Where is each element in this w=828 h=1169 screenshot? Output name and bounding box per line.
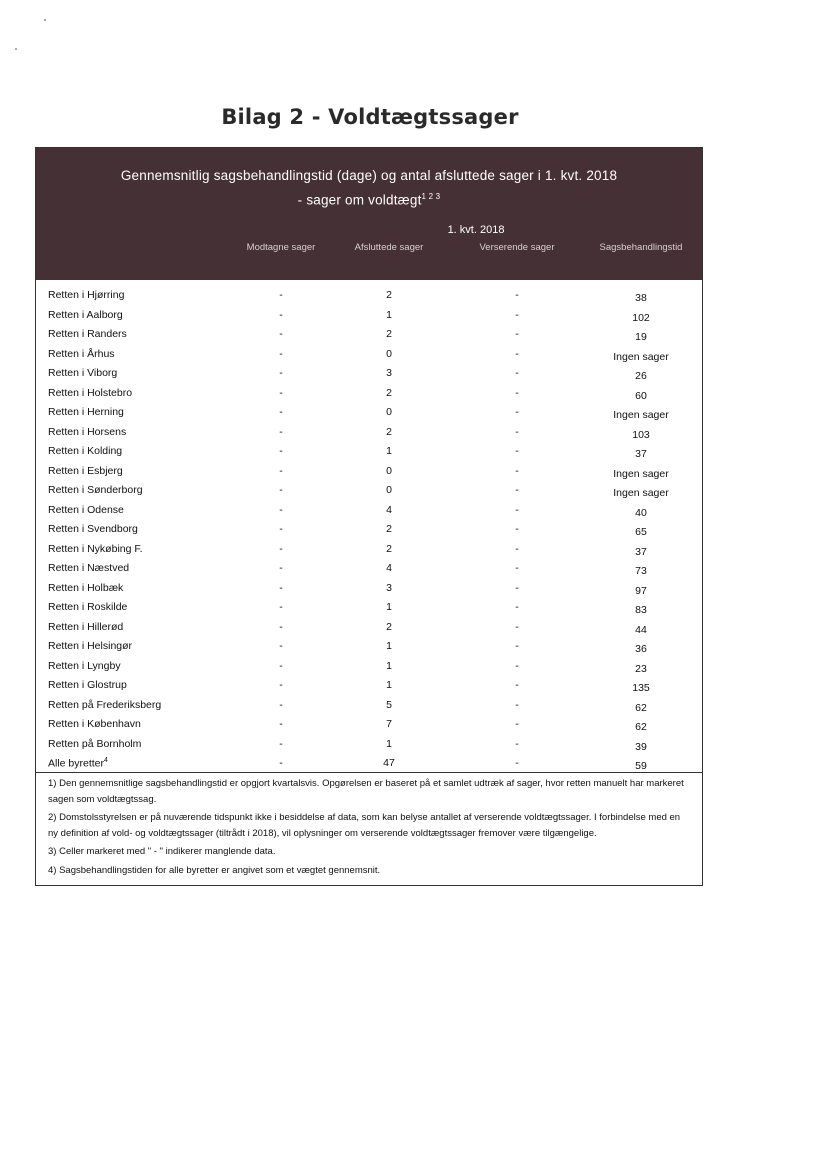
time-cell: 26 [635,370,647,382]
court-name: Retten i Odense [48,503,124,516]
court-name: Retten i Glostrup [48,679,127,691]
time-cell: 37 [635,545,647,558]
table-row [36,403,702,423]
received-cell: - [279,503,283,516]
court-name: Retten i Herning [48,406,124,418]
scan-speck [44,19,46,21]
closed-cell: 1 [386,445,392,457]
time-cell: 103 [632,428,650,441]
total-row-name: Alle byretter [48,757,105,770]
time-cell: 102 [632,311,650,324]
closed-cell: 1 [386,308,392,321]
pending-cell: - [515,562,519,574]
pending-cell: - [515,347,519,360]
court-name: Retten i Horsens [48,425,127,438]
received-cell: - [279,425,283,438]
pending-cell: - [515,679,519,691]
pending-cell: - [515,581,519,594]
time-cell: Ingen sager [613,487,669,499]
closed-cell: 1 [386,737,392,750]
received-cell: - [279,289,283,301]
time-cell: 97 [635,584,647,597]
received-cell: - [279,484,283,496]
court-name: Retten i Esbjerg [48,464,123,477]
time-cell: Ingen sager [613,467,669,480]
court-name: Retten i Viborg [48,367,118,379]
closed-cell: 2 [386,328,392,340]
court-name: Retten i Roskilde [48,601,128,613]
time-cell: 39 [635,740,647,753]
court-name: Retten i Randers [48,328,127,340]
received-cell: - [279,464,283,477]
footnote: 2) Domstolsstyrelsen er på nuværende tidspunkt ikke i besiddelse af data, som kan belyse antallet af verserende voldtægtssager. I forbindelse med en ny definition af vold- og voldtægtssager (tiltrådt i 2018), vil oplysninger om verserende voldtægtssager fremover være tilgængelige. [48,812,681,839]
period-label: 1. kvt. 2018 [447,224,505,236]
table-row [36,598,702,618]
received-cell: - [279,347,283,360]
closed-cell: 1 [386,640,392,652]
column-header-received: Modtagne sager [246,242,316,253]
closed-cell: 4 [386,562,392,574]
court-name: Retten i Århus [48,347,115,360]
closed-cell: 5 [386,698,392,711]
received-cell: - [279,308,283,321]
pending-cell: - [515,659,519,672]
received-cell: - [279,523,283,535]
pending-cell: - [515,367,519,379]
pending-cell: - [515,406,519,418]
closed-cell: 2 [386,289,392,301]
footnote: 4) Sagsbehandlingstiden for alle byretter er angivet som et vægtet gennemsnit. [48,864,381,876]
table-heading-line2: - sager om voldtægt [297,192,422,208]
closed-cell: 2 [386,386,392,399]
pending-cell: - [515,308,519,321]
page-title: Bilag 2 - Voldtægtssager [221,105,519,129]
closed-cell: 0 [386,406,392,418]
closed-cell: 1 [386,659,392,672]
table-row [36,676,702,696]
closed-cell: 3 [386,367,392,379]
time-cell: 83 [635,604,647,616]
table-row [36,696,702,716]
court-name: Retten i Hjørring [48,289,125,301]
closed-cell: 1 [386,679,392,691]
closed-cell: 7 [386,718,392,730]
time-cell: 23 [635,662,647,675]
total-row [36,754,702,773]
column-header-time: Sagsbehandlingstid [599,242,683,253]
time-cell: 37 [635,448,647,460]
time-cell: 38 [635,292,647,304]
time-cell: 44 [635,623,647,636]
table-row [36,286,702,306]
table-row [36,325,702,345]
table-heading [36,165,702,211]
pending-cell: - [515,289,519,301]
footnote: 1) Den gennemsnitlige sagsbehandlingstid er opgjort kvartalsvis. Opgørelsen er baseret på et samlet udtræk af sager, hvor retten manuelt har markeret sagen som voldtægtssag. [48,778,684,805]
table-row [36,364,702,384]
court-name: Retten i Helsingør [48,640,133,652]
closed-cell: 0 [386,347,392,360]
received-cell: - [279,601,283,613]
time-cell: Ingen sager [613,350,669,363]
closed-cell: 4 [386,503,392,516]
pending-cell: - [515,737,519,750]
heading-footnote-refs: 1 2 3 [421,192,441,201]
pending-cell: - [515,601,519,613]
table-row [36,442,702,462]
table-row [36,715,702,735]
closed-cell: 1 [386,601,392,613]
time-cell: 135 [632,682,650,694]
closed-cell: 2 [386,523,392,535]
court-name: Retten i Holstebro [48,386,133,399]
court-name: Retten i Aalborg [48,308,123,321]
closed-cell: 2 [386,425,392,438]
received-cell: - [279,718,283,730]
closed-cell: 0 [386,484,392,496]
time-cell: 60 [635,389,647,402]
scan-speck [15,48,17,50]
received-cell: - [279,406,283,418]
court-name: Retten i København [48,718,141,730]
court-name: Retten i Kolding [48,445,123,457]
received-cell: - [279,679,283,691]
court-name: Retten i Nykøbing F. [48,542,143,555]
total-received: - [279,757,283,769]
total-closed: 47 [383,757,395,769]
table-row [36,657,702,677]
time-cell: 36 [635,643,647,655]
total-pending: - [515,757,519,769]
closed-cell: 2 [386,620,392,633]
time-cell: 73 [635,565,647,577]
table-row [36,559,702,579]
table-header [36,148,702,280]
court-name: Retten i Lyngby [48,659,121,672]
received-cell: - [279,542,283,555]
court-name: Retten i Holbæk [48,581,124,594]
table-row [36,423,702,443]
table-row [36,501,702,521]
pending-cell: - [515,523,519,535]
court-name: Retten i Hillerød [48,620,124,633]
received-cell: - [279,562,283,574]
closed-cell: 0 [386,464,392,477]
table-row [36,306,702,326]
received-cell: - [279,640,283,652]
pending-cell: - [515,328,519,340]
time-cell: 62 [635,721,647,733]
table-row [36,520,702,540]
pending-cell: - [515,464,519,477]
received-cell: - [279,328,283,340]
pending-cell: - [515,484,519,496]
total-time: 59 [635,760,647,772]
table-row [36,462,702,482]
table-row [36,637,702,657]
pending-cell: - [515,718,519,730]
pending-cell: - [515,386,519,399]
pending-cell: - [515,425,519,438]
table-row [36,735,702,755]
table-row [36,618,702,638]
table-body [36,280,702,754]
pending-cell: - [515,542,519,555]
received-cell: - [279,386,283,399]
time-cell: 19 [635,331,647,343]
table-row [36,345,702,365]
table-row [36,481,702,501]
pending-cell: - [515,503,519,516]
table-row [36,540,702,560]
total-footnote-ref: 4 [104,757,108,764]
pending-cell: - [515,698,519,711]
court-name: Retten i Svendborg [48,523,138,535]
data-table [35,147,703,886]
time-cell: Ingen sager [613,409,669,421]
court-name: Retten på Frederiksberg [48,698,162,711]
closed-cell: 2 [386,542,392,555]
received-cell: - [279,367,283,379]
court-name: Retten i Næstved [48,562,130,574]
pending-cell: - [515,620,519,633]
received-cell: - [279,620,283,633]
received-cell: - [279,581,283,594]
received-cell: - [279,659,283,672]
table-row [36,384,702,404]
table-heading-line1: Gennemsnitlig sagsbehandlingstid (dage) og antal afsluttede sager i 1. kvt. 2018 [120,168,618,183]
received-cell: - [279,445,283,457]
time-cell: 40 [635,506,647,519]
column-header-closed: Afsluttede sager [354,242,424,253]
received-cell: - [279,698,283,711]
footnotes [36,773,702,885]
court-name: Retten på Bornholm [48,737,142,750]
pending-cell: - [515,640,519,652]
table-row [36,579,702,599]
court-name: Retten i Sønderborg [48,484,143,496]
pending-cell: - [515,445,519,457]
footnote: 3) Celler markeret med " - " indikerer manglende data. [48,846,276,857]
closed-cell: 3 [386,581,392,594]
time-cell: 65 [635,526,647,538]
received-cell: - [279,737,283,750]
column-header-pending: Verserende sager [479,242,555,253]
time-cell: 62 [635,701,647,714]
